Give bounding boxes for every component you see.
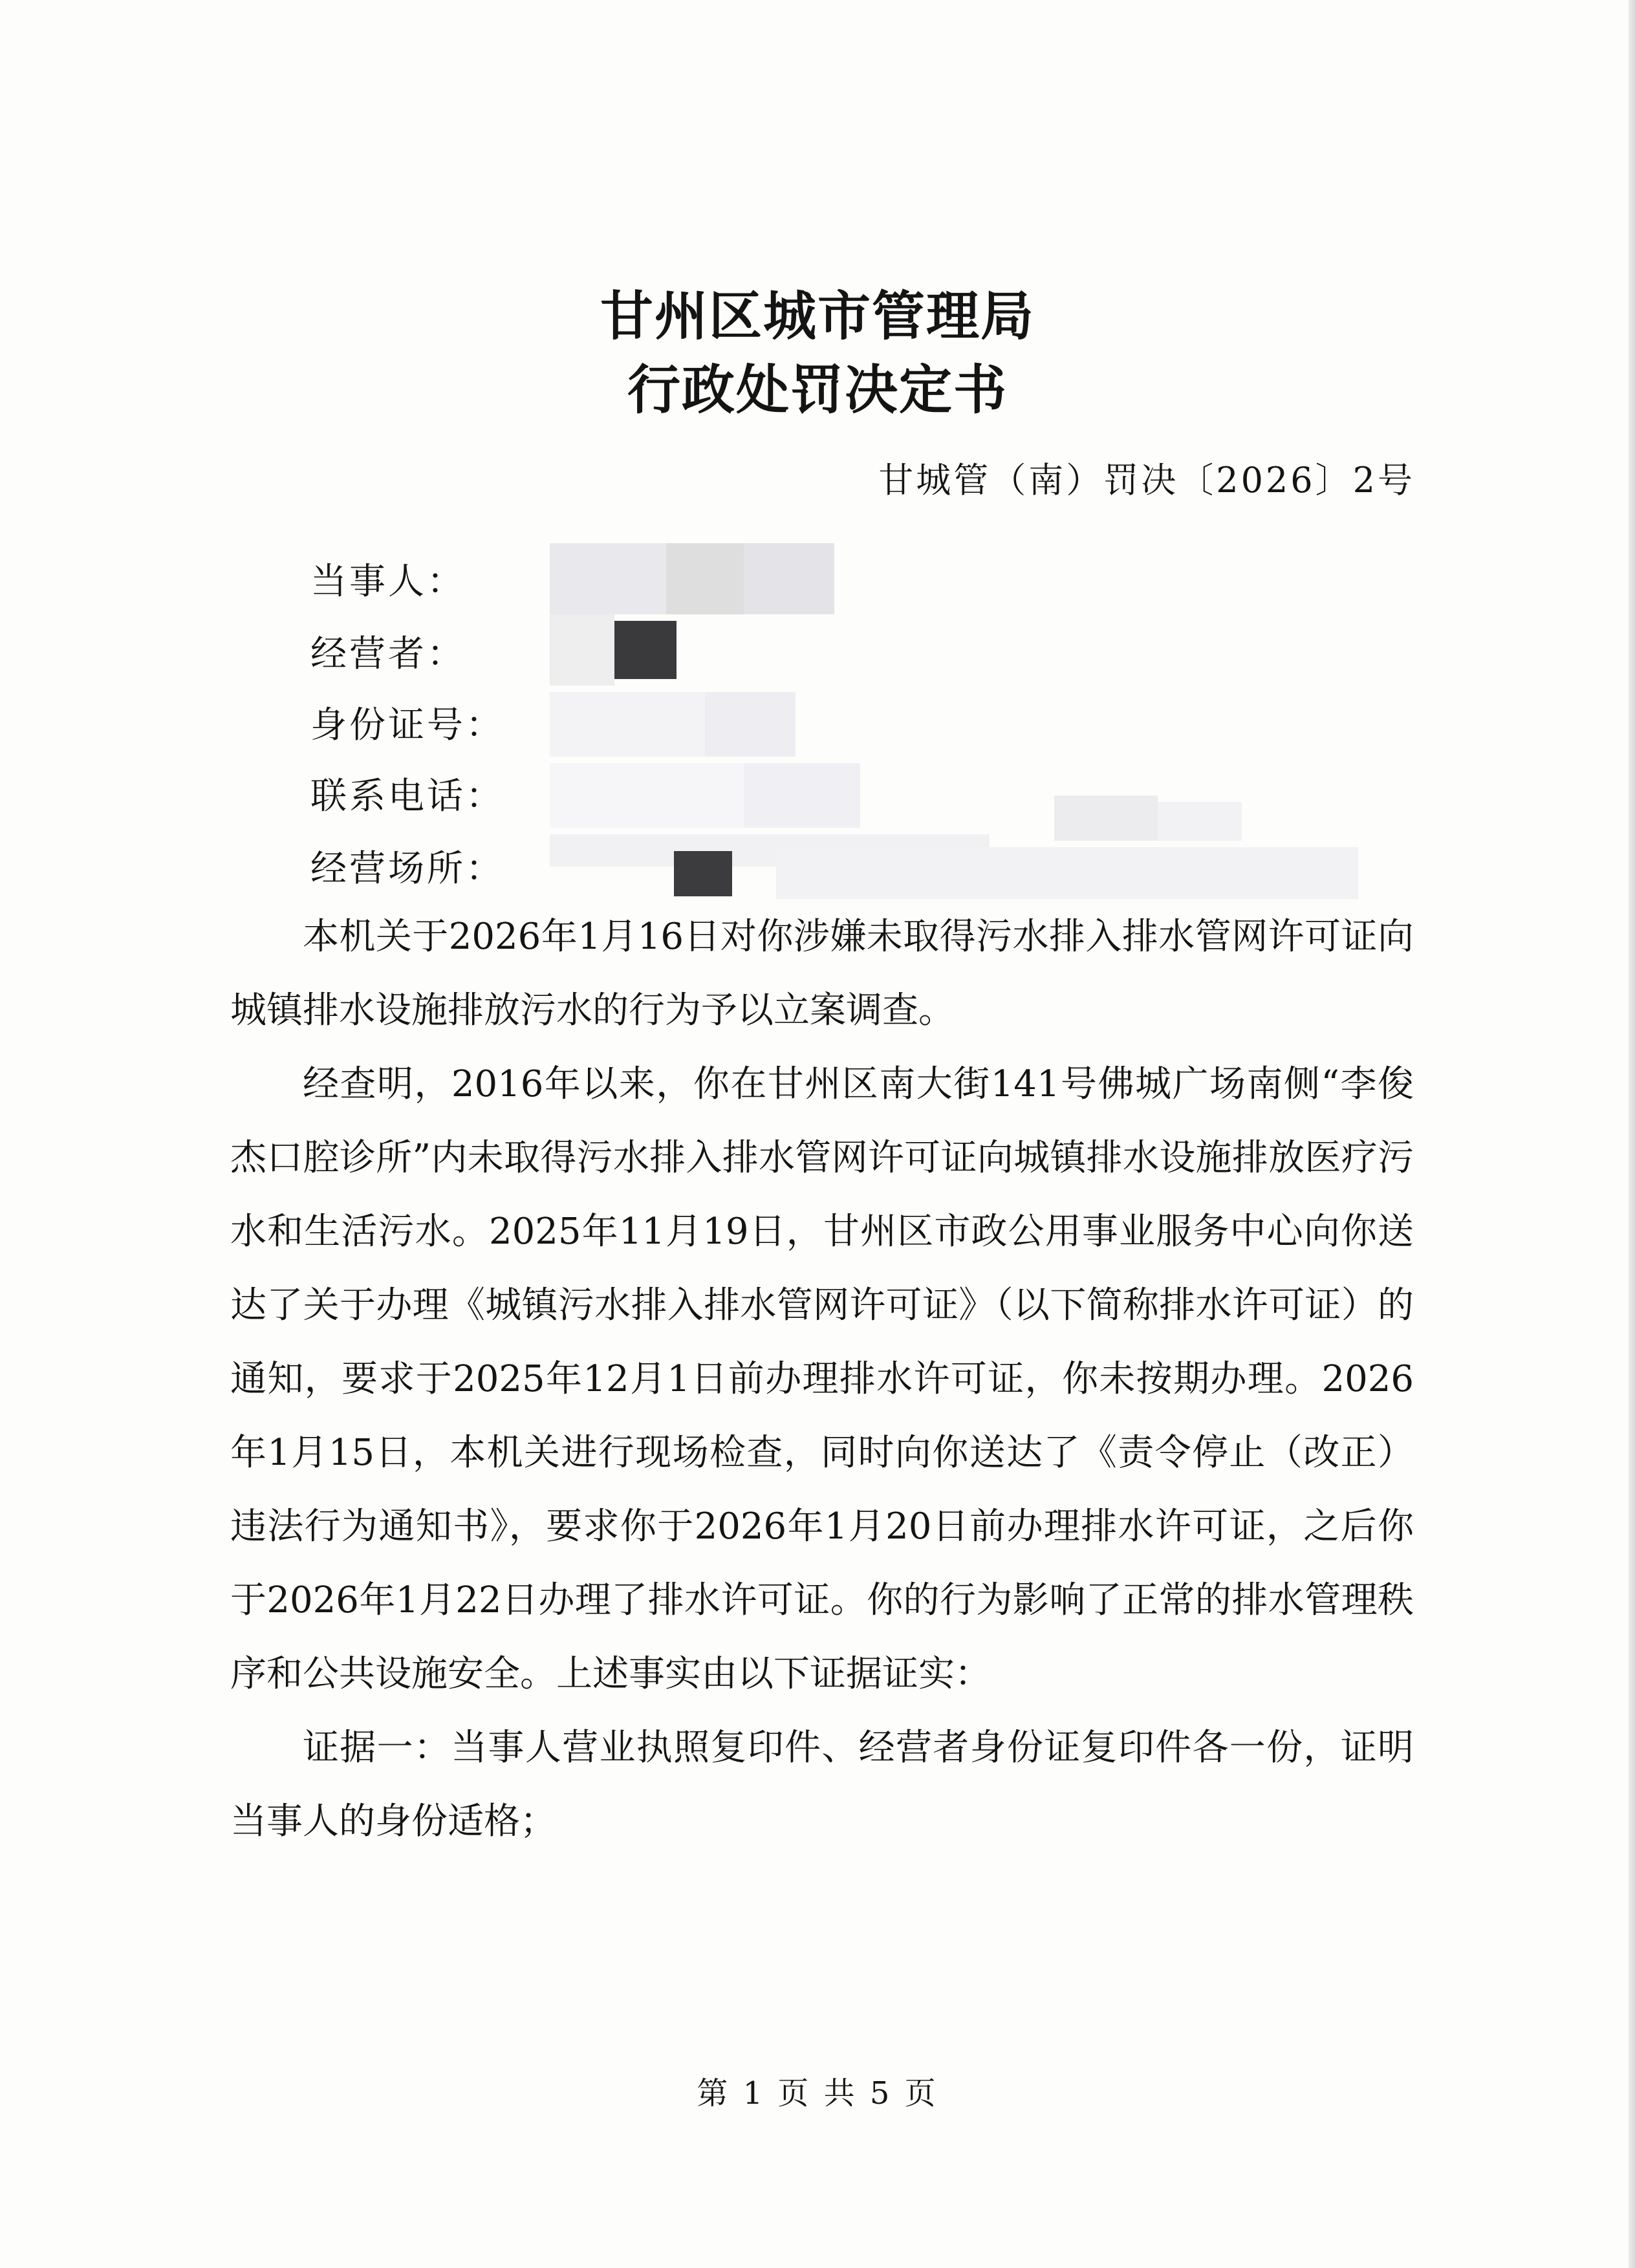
paragraph-evidence-1: 证据一：当事人营业执照复印件、经营者身份证复印件各一份，证明当事人的身份适格； <box>230 1727 1414 1842</box>
document-body <box>230 900 1414 1859</box>
address-label: 经营场所： <box>310 848 504 890</box>
document-number: 甘城管（南）罚决〔2026〕2号 <box>878 460 1415 501</box>
document-title-line2: 行政处罚决定书 <box>627 359 1008 421</box>
page-footer: 第 1 页 共 5 页 <box>697 2075 938 2111</box>
party-label: 当事人： <box>310 561 466 603</box>
redaction-block <box>674 851 732 896</box>
party-row-operator <box>310 633 466 675</box>
operator-label: 经营者： <box>310 633 466 675</box>
id-number-label: 身份证号： <box>310 704 504 746</box>
redaction-mosaic <box>550 543 1326 867</box>
paragraph-findings: 经查明，2016年以来，你在甘州区南大街141号佛城广场南侧“李俊杰口腔诊所”内未取得污水排入排水管网许可证向城镇排水设施排放医疗污水和生活污水。2025年11月19日，甘州区市政公用事业服务中心向你送达了关于办理《城镇污水排入排水管网许可证》（以下简称排水许可证）的通知，要求于2025年12月1日前办理排水许可证，你未按期办理。2026年1月15日，本机关进行现场检查，同时向你送达了《责令停止（改正）违法行为通知书》，要求你于2026年1月20日前办理排水许可证，之后你于2026年1月22日办理了排水许可证。你的行为影响了正常的排水管理秩序和公共设施安全。上述事实由以下证据证实： <box>230 1063 1414 1695</box>
paragraph-filing: 本机关于2026年1月16日对你涉嫌未取得污水排入排水管网许可证向城镇排水设施排放污水的行为予以立案调查。 <box>230 916 1414 1031</box>
party-row-id-number <box>310 704 504 746</box>
redaction-block <box>776 847 1358 899</box>
document-title-line1: 甘州区城市管理局 <box>600 285 1035 347</box>
party-row-party <box>310 561 466 603</box>
phone-label: 联系电话： <box>310 775 504 817</box>
party-row-address <box>310 848 504 890</box>
party-row-phone <box>310 775 504 817</box>
